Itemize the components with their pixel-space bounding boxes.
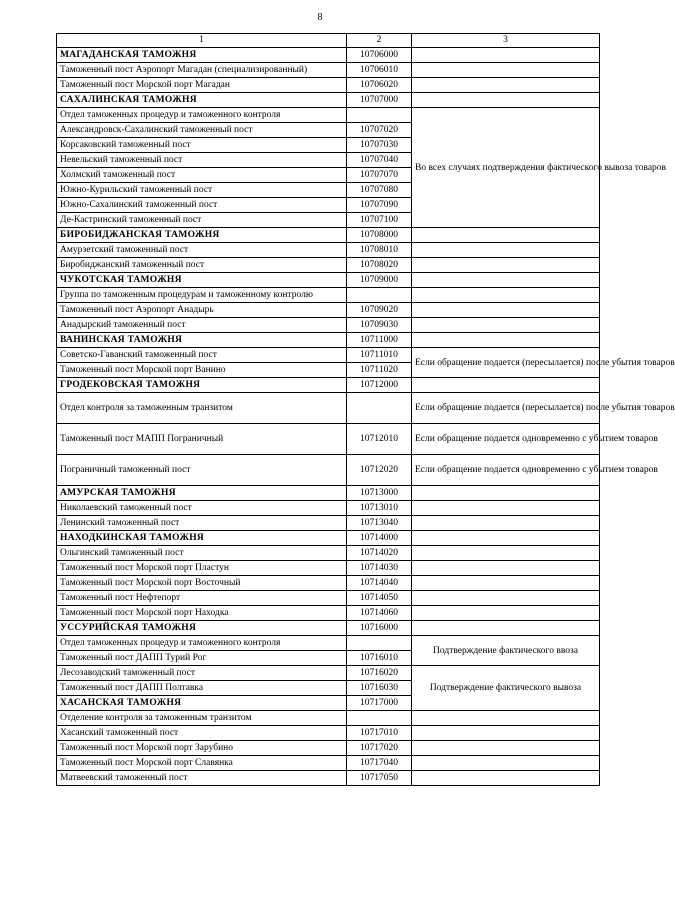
customs-post-row: [57, 288, 600, 303]
row-code: 10714030: [347, 561, 412, 576]
row-name: Южно-Сахалинский таможенный пост: [57, 198, 347, 213]
row-name: Биробиджанский таможенный пост: [57, 258, 347, 273]
customs-post-row: [57, 78, 600, 93]
header-col-1: 1: [57, 34, 347, 48]
row-name: Таможенный пост МАПП Пограничный: [57, 424, 347, 455]
row-name: ГРОДЕКОВСКАЯ ТАМОЖНЯ: [57, 378, 347, 393]
customs-office-row: [57, 48, 600, 63]
row-name: Отделение контроля за таможенным транзитом: [57, 711, 347, 726]
row-code: 10717050: [347, 771, 412, 786]
row-name: Таможенный пост Аэропорт Анадырь: [57, 303, 347, 318]
customs-office-row: [57, 333, 600, 348]
row-name: Таможенный пост Морской порт Ванино: [57, 363, 347, 378]
row-name: Лесозаводский таможенный пост: [57, 666, 347, 681]
customs-post-row: [57, 591, 600, 606]
row-name: МАГАДАНСКАЯ ТАМОЖНЯ: [57, 48, 347, 63]
row-code: [347, 711, 412, 726]
row-code: 10709020: [347, 303, 412, 318]
row-code: 10708020: [347, 258, 412, 273]
row-note: Если обращение подается одновременно с убытием товаров: [412, 424, 600, 455]
row-code: 10714050: [347, 591, 412, 606]
row-code: 10709030: [347, 318, 412, 333]
row-note-empty: [412, 378, 600, 393]
row-name: Отдел таможенных процедур и таможенного контроля: [57, 108, 347, 123]
row-note-empty: [412, 48, 600, 63]
row-code: 10707020: [347, 123, 412, 138]
customs-post-row: [57, 726, 600, 741]
row-name: Пограничный таможенный пост: [57, 455, 347, 486]
row-name: Амурзетский таможенный пост: [57, 243, 347, 258]
customs-post-row: [57, 606, 600, 621]
customs-post-row: [57, 516, 600, 531]
row-name: ХАСАНСКАЯ ТАМОЖНЯ: [57, 696, 347, 711]
row-note-empty: [412, 93, 600, 108]
row-code: 10714060: [347, 606, 412, 621]
row-name: Таможенный пост ДАПП Турий Рог: [57, 651, 347, 666]
row-code: 10717020: [347, 741, 412, 756]
row-note: Во всех случаях подтверждения фактического вывоза товаров: [412, 108, 600, 228]
row-name: АМУРСКАЯ ТАМОЖНЯ: [57, 486, 347, 501]
row-code: 10711020: [347, 363, 412, 378]
row-note-empty: [412, 78, 600, 93]
row-note-empty: [412, 228, 600, 243]
row-name: Таможенный пост Морской порт Пластун: [57, 561, 347, 576]
customs-post-row: [57, 348, 600, 363]
customs-post-row: [57, 771, 600, 786]
row-name: Де-Кастринский таможенный пост: [57, 213, 347, 228]
row-name: Таможенный пост Нефтепорт: [57, 591, 347, 606]
row-name: Таможенный пост Морской порт Восточный: [57, 576, 347, 591]
customs-post-row: [57, 455, 600, 486]
row-note: Если обращение подается (пересылается) после убытия товаров: [412, 393, 600, 424]
row-code: 10712010: [347, 424, 412, 455]
row-code: 10706020: [347, 78, 412, 93]
row-name: Таможенный пост Морской порт Магадан: [57, 78, 347, 93]
row-code: 10714040: [347, 576, 412, 591]
row-code: 10713010: [347, 501, 412, 516]
row-code: 10714020: [347, 546, 412, 561]
customs-office-row: [57, 93, 600, 108]
row-code: 10711000: [347, 333, 412, 348]
row-name: Группа по таможенным процедурам и таможенному контролю: [57, 288, 347, 303]
customs-post-row: [57, 393, 600, 424]
row-note: Если обращение подается одновременно с убытием товаров: [412, 455, 600, 486]
row-note-empty: [412, 486, 600, 501]
row-code: 10717040: [347, 756, 412, 771]
customs-post-row: [57, 561, 600, 576]
row-code: 10714000: [347, 531, 412, 546]
row-code: 10716000: [347, 621, 412, 636]
row-note: Если обращение подается (пересылается) после убытия товаров: [412, 348, 600, 378]
row-code: 10717010: [347, 726, 412, 741]
row-name: Таможенный пост Аэропорт Магадан (специализированный): [57, 63, 347, 78]
row-name: Южно-Курильский таможенный пост: [57, 183, 347, 198]
row-code: 10713040: [347, 516, 412, 531]
row-name: Невельский таможенный пост: [57, 153, 347, 168]
customs-office-row: [57, 486, 600, 501]
row-name: Ольгинский таможенный пост: [57, 546, 347, 561]
row-note-empty: [412, 303, 600, 318]
row-code: 10712000: [347, 378, 412, 393]
row-note-empty: [412, 258, 600, 273]
row-note-empty: [412, 561, 600, 576]
customs-post-row: [57, 63, 600, 78]
row-name: Таможенный пост Морской порт Славянка: [57, 756, 347, 771]
row-code: [347, 636, 412, 651]
row-note-empty: [412, 288, 600, 303]
table-body: [57, 48, 675, 786]
row-code: 10717000: [347, 696, 412, 711]
customs-post-row: [57, 741, 600, 756]
row-code: 10707070: [347, 168, 412, 183]
row-code: 10707100: [347, 213, 412, 228]
customs-office-row: [57, 228, 600, 243]
row-code: 10713000: [347, 486, 412, 501]
customs-post-row: [57, 711, 600, 726]
row-name: Отдел контроля за таможенным транзитом: [57, 393, 347, 424]
row-note-empty: [412, 741, 600, 756]
row-code: 10706000: [347, 48, 412, 63]
row-code: 10708000: [347, 228, 412, 243]
row-note-empty: [412, 516, 600, 531]
row-note-empty: [412, 711, 600, 726]
row-note: Подтверждение фактического вывоза: [412, 666, 600, 711]
customs-office-row: [57, 378, 600, 393]
customs-office-row: [57, 531, 600, 546]
header-col-2: 2: [347, 34, 412, 48]
row-note-empty: [412, 318, 600, 333]
customs-post-row: [57, 501, 600, 516]
row-name: БИРОБИДЖАНСКАЯ ТАМОЖНЯ: [57, 228, 347, 243]
row-note-empty: [412, 243, 600, 258]
row-name: Холмский таможенный пост: [57, 168, 347, 183]
row-name: ЧУКОТСКАЯ ТАМОЖНЯ: [57, 273, 347, 288]
row-note-empty: [412, 606, 600, 621]
row-code: 10716020: [347, 666, 412, 681]
header-col-3: 3: [412, 34, 600, 48]
row-code: 10711010: [347, 348, 412, 363]
row-code: 10712020: [347, 455, 412, 486]
customs-post-row: [57, 318, 600, 333]
customs-post-row: [57, 636, 600, 651]
page-number: 8: [317, 12, 323, 23]
row-note-empty: [412, 771, 600, 786]
row-code: 10707030: [347, 138, 412, 153]
row-name: Хасанский таможенный пост: [57, 726, 347, 741]
row-note-empty: [412, 546, 600, 561]
customs-post-row: [57, 576, 600, 591]
customs-post-row: [57, 243, 600, 258]
row-code: [347, 393, 412, 424]
row-code: 10716030: [347, 681, 412, 696]
row-code: 10716010: [347, 651, 412, 666]
row-name: Отдел таможенных процедур и таможенного контроля: [57, 636, 347, 651]
customs-post-row: [57, 756, 600, 771]
row-note-empty: [412, 501, 600, 516]
customs-post-row: [57, 424, 600, 455]
table-header-row: [57, 34, 600, 48]
row-code: [347, 288, 412, 303]
row-note-empty: [412, 63, 600, 78]
row-code: 10706010: [347, 63, 412, 78]
row-name: Николаевский таможенный пост: [57, 501, 347, 516]
customs-post-row: [57, 258, 600, 273]
customs-table: [56, 33, 675, 786]
row-code: 10707040: [347, 153, 412, 168]
row-name: Таможенный пост Морской порт Зарубино: [57, 741, 347, 756]
customs-office-row: [57, 273, 600, 288]
customs-post-row: [57, 108, 600, 123]
row-note-empty: [412, 333, 600, 348]
customs-post-row: [57, 666, 600, 681]
row-name: Таможенный пост Морской порт Находка: [57, 606, 347, 621]
row-name: Матвеевский таможенный пост: [57, 771, 347, 786]
row-code: 10707080: [347, 183, 412, 198]
row-name: ВАНИНСКАЯ ТАМОЖНЯ: [57, 333, 347, 348]
row-note-empty: [412, 591, 600, 606]
row-name: Таможенный пост ДАПП Полтавка: [57, 681, 347, 696]
row-name: Александровск-Сахалинский таможенный пост: [57, 123, 347, 138]
row-name: Анадырский таможенный пост: [57, 318, 347, 333]
row-name: НАХОДКИНСКАЯ ТАМОЖНЯ: [57, 531, 347, 546]
row-code: 10707090: [347, 198, 412, 213]
row-code: [347, 108, 412, 123]
row-code: 10709000: [347, 273, 412, 288]
customs-office-row: [57, 621, 600, 636]
row-note-empty: [412, 756, 600, 771]
row-name: Советско-Гаванский таможенный пост: [57, 348, 347, 363]
row-note-empty: [412, 576, 600, 591]
row-note-empty: [412, 621, 600, 636]
customs-post-row: [57, 303, 600, 318]
row-note-empty: [412, 726, 600, 741]
customs-post-row: [57, 546, 600, 561]
row-code: 10707000: [347, 93, 412, 108]
row-name: Корсаковский таможенный пост: [57, 138, 347, 153]
row-note-empty: [412, 273, 600, 288]
row-name: УССУРИЙСКАЯ ТАМОЖНЯ: [57, 621, 347, 636]
row-name: Ленинский таможенный пост: [57, 516, 347, 531]
row-code: 10708010: [347, 243, 412, 258]
row-note: Подтверждение фактического ввоза: [412, 636, 600, 666]
row-name: САХАЛИНСКАЯ ТАМОЖНЯ: [57, 93, 347, 108]
row-note-empty: [412, 531, 600, 546]
